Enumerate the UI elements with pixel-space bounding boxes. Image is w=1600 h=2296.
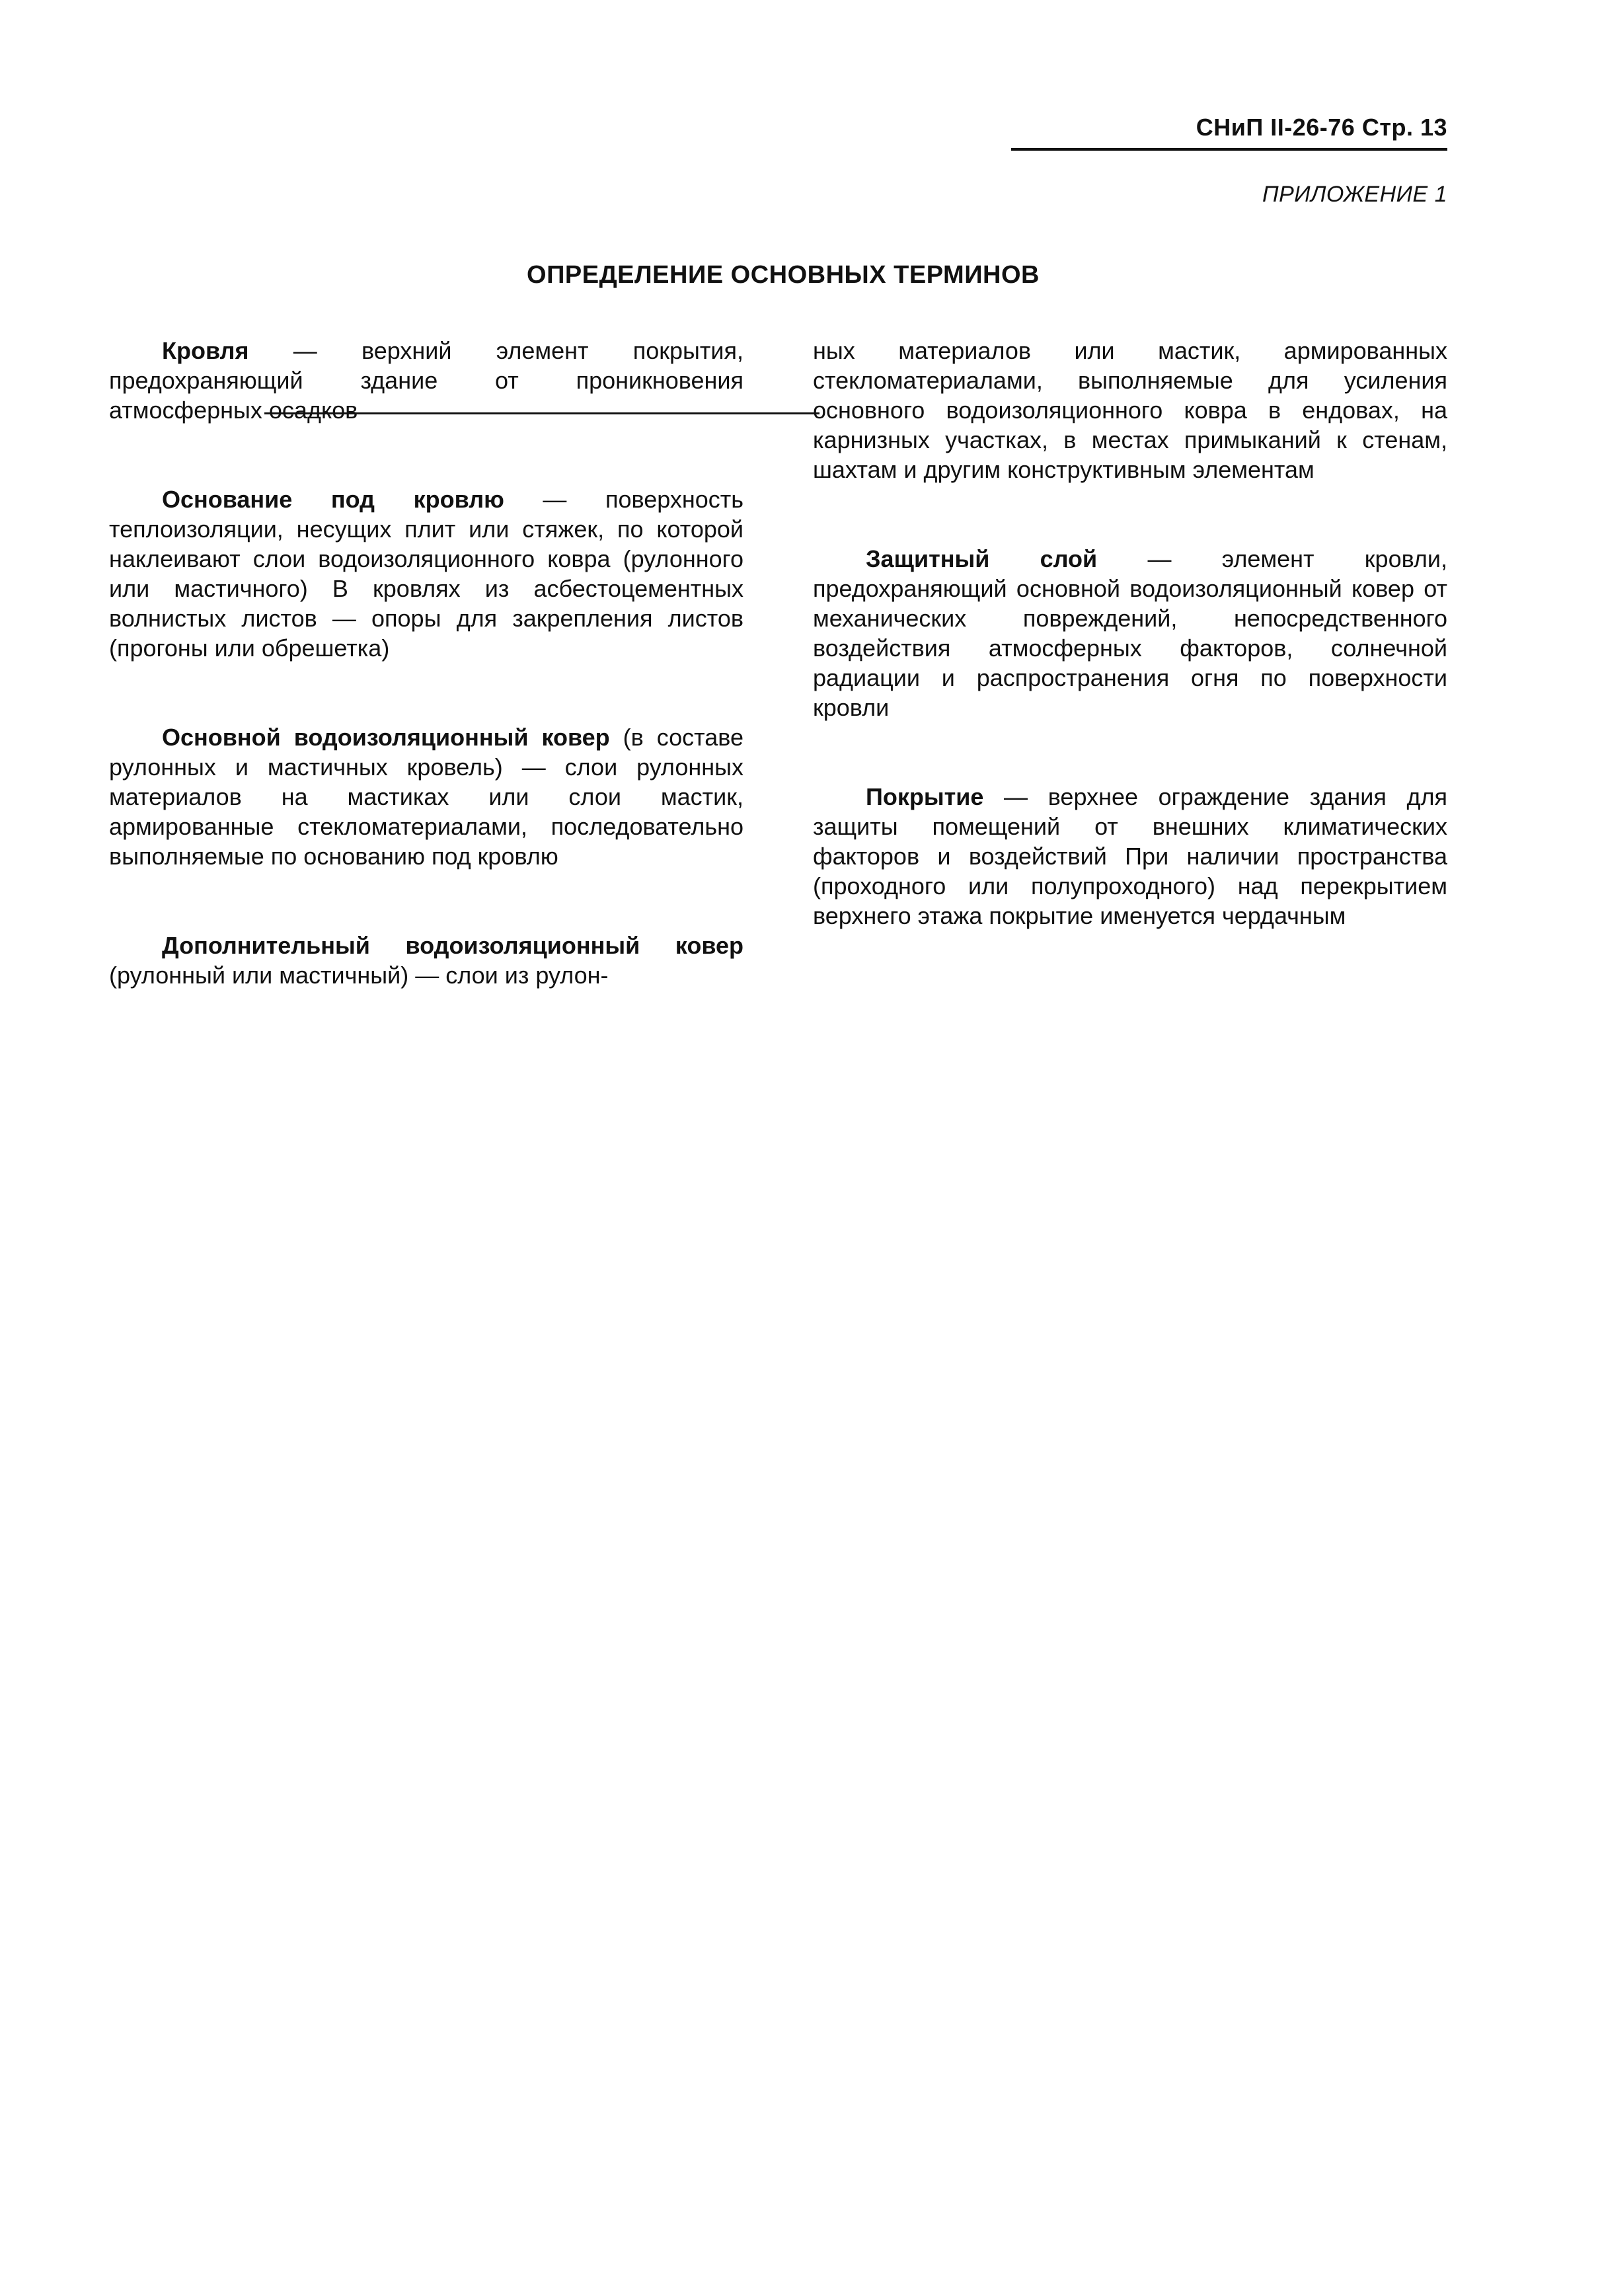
- appendix-label: ПРИЛОЖЕНИЕ 1: [1262, 182, 1447, 207]
- running-head-text: СНиП II-26-76 Стр. 13: [1196, 114, 1447, 141]
- definition-entry: [109, 722, 743, 871]
- definition-term: Дополнительный водоизоляционный ковер: [162, 932, 743, 959]
- definition-entry: [813, 782, 1447, 931]
- definition-text: (в составе рулонных и мастичных кровель) — слои рулонных материалов на мастиках или слои мастик, армированные стекломатериалами, последовательно выполняемые по основанию под кровлю: [109, 724, 744, 870]
- definition-entry: [109, 931, 743, 990]
- page-title: ОПРЕДЕЛЕНИЕ ОСНОВНЫХ ТЕРМИНОВ: [527, 261, 1040, 289]
- definition-entry: [109, 484, 743, 663]
- definition-text: (рулонный или мастичный) — слои из рулон-: [109, 962, 609, 989]
- running-head-rule: [1011, 148, 1447, 151]
- right-column: [813, 336, 1447, 990]
- definition-text: — верхнее ограждение здания для защиты помещений от внешних климатических факторов и воздействий При наличии пространства (проходного или полупроходного) над перекрытием верхнего этажа покрытие именуется чердачным: [813, 783, 1447, 929]
- definition-term: Кровля: [162, 337, 249, 364]
- definition-term: Покрытие: [866, 783, 984, 810]
- connector-line: [264, 412, 819, 414]
- continuation-text: ных материалов или мастик, армированных стекломатериалами, выполняемые для усиления основного водоизоляционного ковра в ендовах, на карнизных участках, в местах примыканий к стенам, шахтам и другим конструктивным элементам: [813, 337, 1447, 483]
- definition-entry: [109, 336, 743, 425]
- definition-text: — верхний элемент покрытия, предохраняющий здание от проникновения атмосферных осадков: [109, 337, 743, 424]
- definition-term: Защитный слой: [866, 545, 1098, 572]
- definition-term: Основной водоизоляционный ковер: [162, 724, 610, 751]
- left-column: [109, 336, 743, 1050]
- definition-entry: [813, 544, 1447, 722]
- definition-text: — элемент кровли, предохраняющий основной водоизоляционный ковер от механических повреждений, непосредственного воздействия атмосферных факторов, солнечной радиации и распространения огня по поверхности кровли: [813, 545, 1447, 721]
- definition-text: — поверхность теплоизоляции, несущих плит или стяжек, по которой наклеивают слои водоизоляционного ковра (рулонного или мастичного) В кровлях из асбестоцементных волнистых листов — опоры для закрепления листов (прогоны или обрешетка): [109, 486, 743, 662]
- running-head: [1011, 114, 1447, 151]
- definition-term: Основание под кровлю: [162, 486, 504, 513]
